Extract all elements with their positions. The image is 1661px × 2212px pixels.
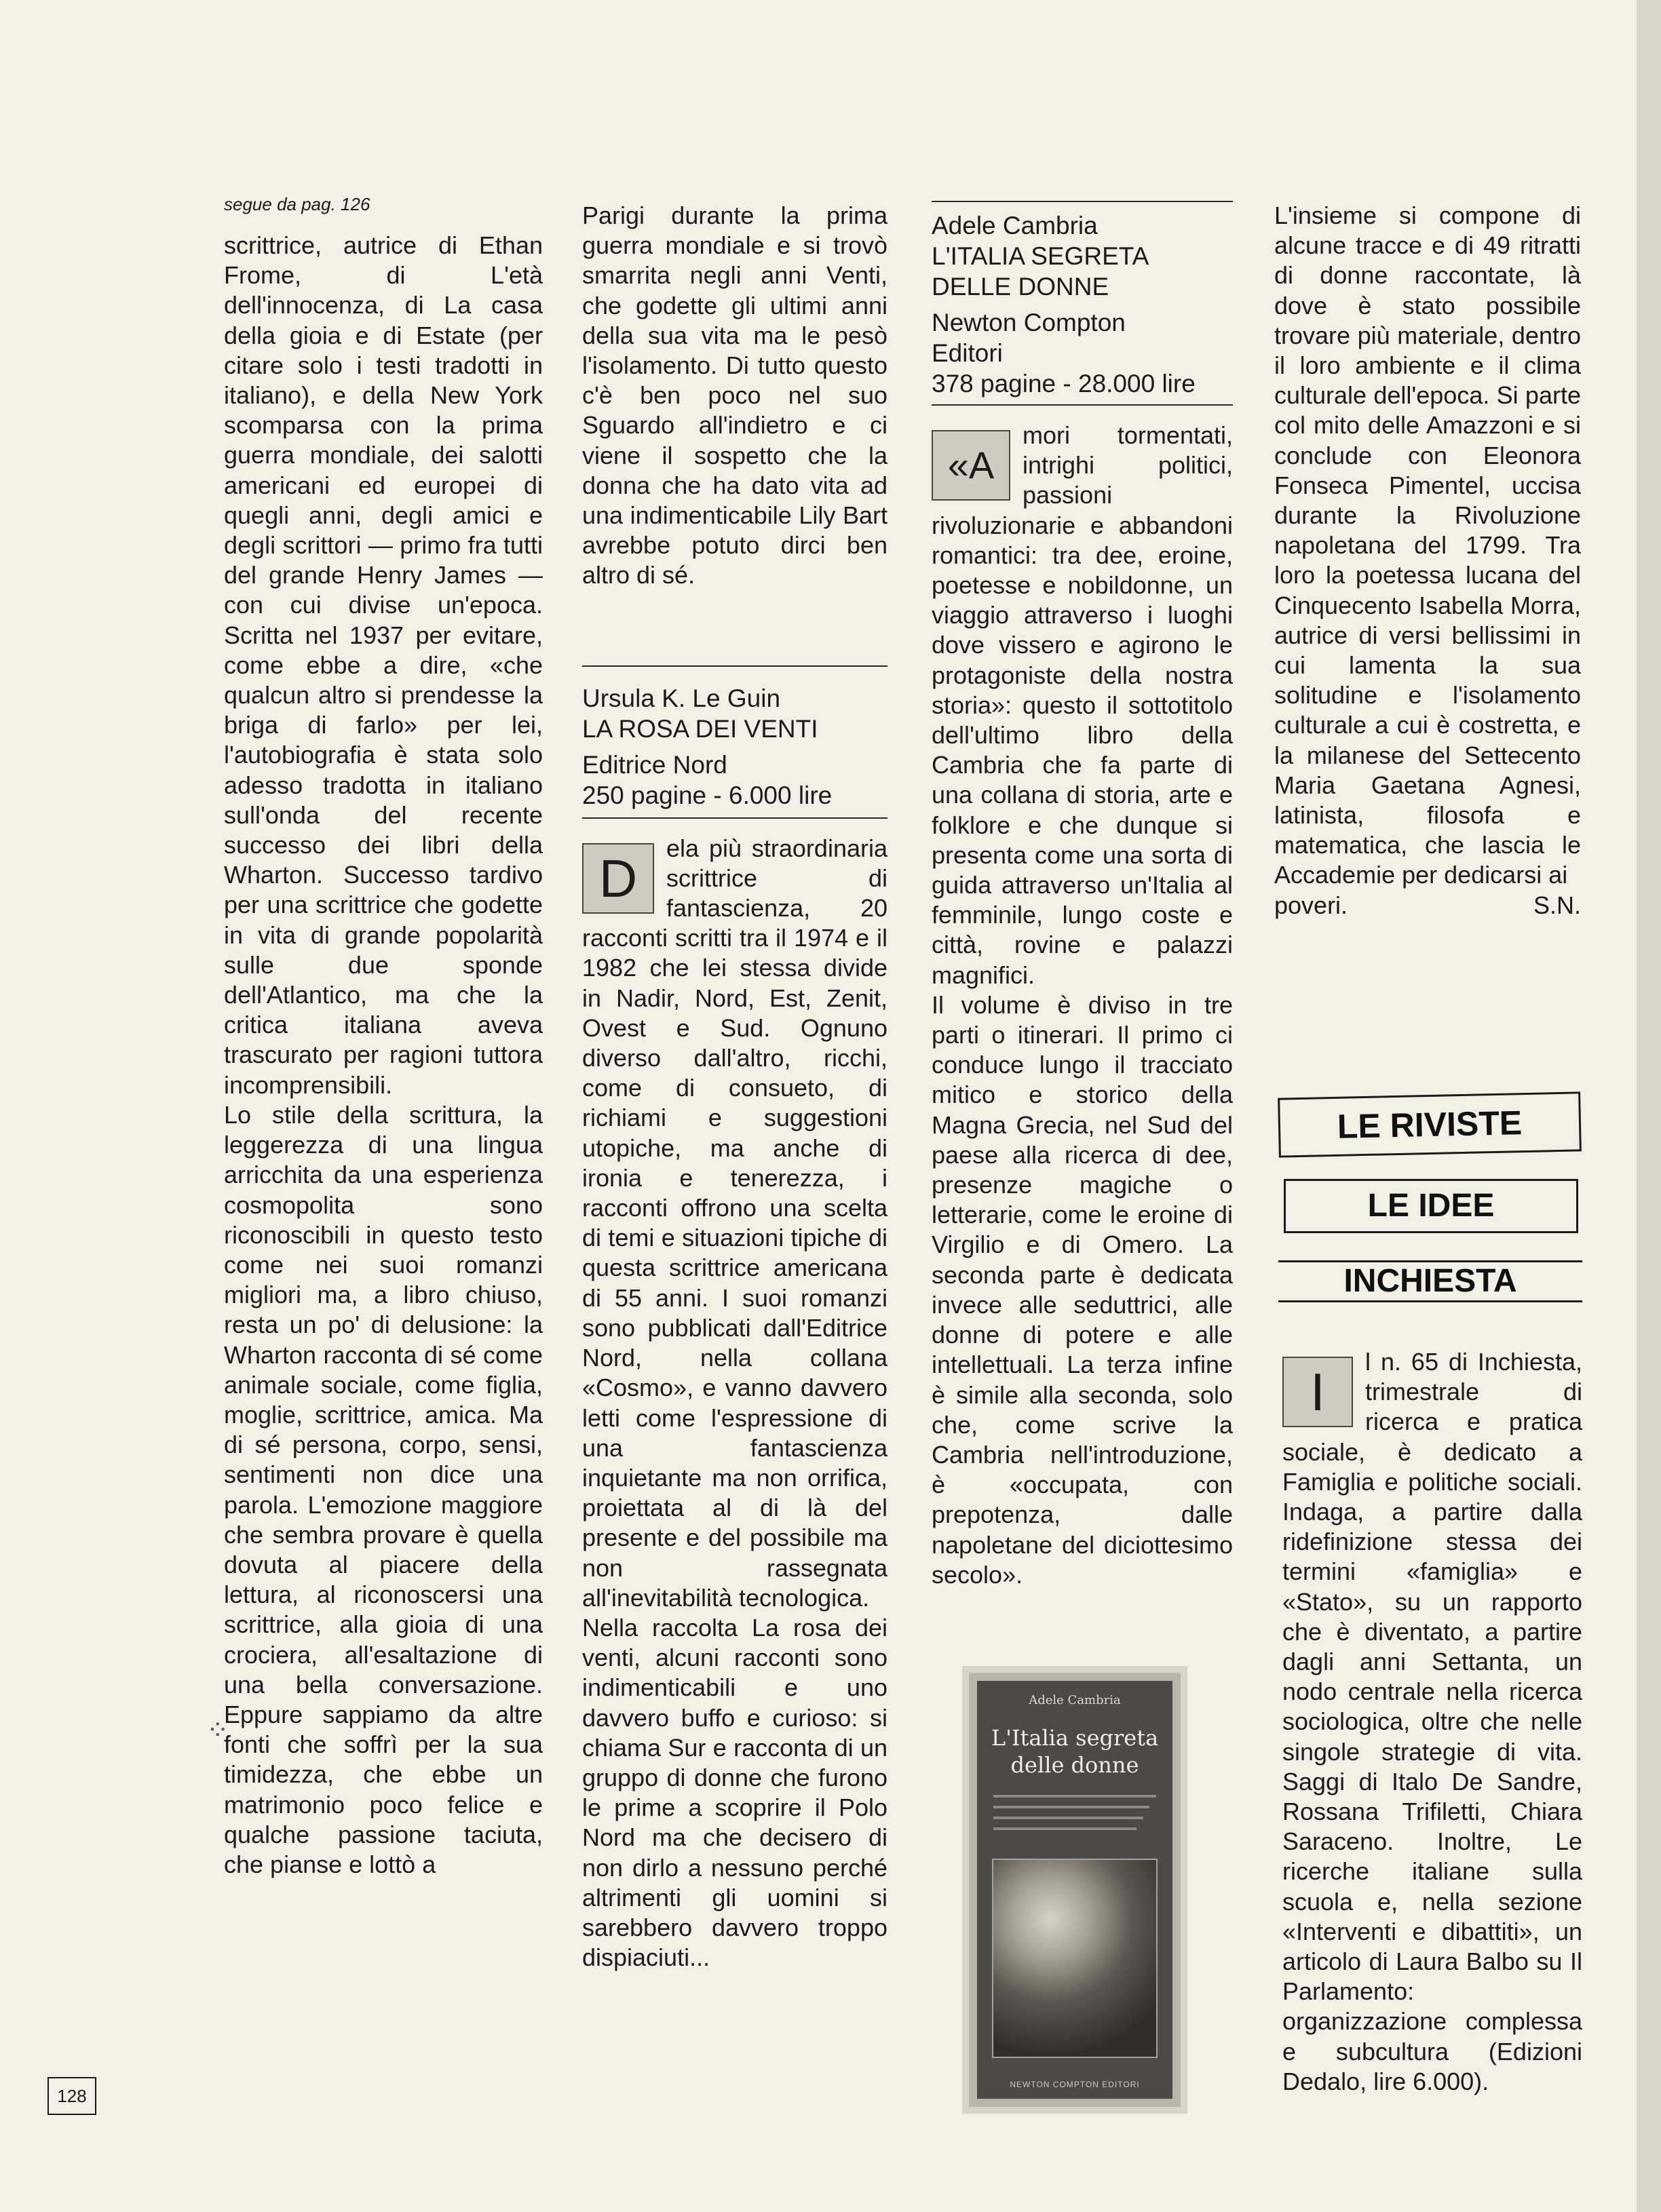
paragraph: L'insieme si compone di alcune tracce e di 49 ritratti di donne raccontate, là dove è stato possibile trovare più materiale, dentro il loro ambiente e il clima culturale dell'epoca. Si parte col mito delle Amazzoni e si conclude con Eleonora Fonseca Pimentel, uccisa durante la Rivoluzione napoletana del 1799. Tra loro la poetessa lucana del Cinquecento Isabella Morra, autrice di versi bellissimi in cui lamenta la sua solitudine e l'isolamento culturale a cui è costretta, e la milanese del Settecento Maria Gaetana Agnesi, latinista, filosofa e matematica, che lascia le Accademie per dedicarsi ai bbox=[1274, 201, 1581, 889]
book-header-le-guin bbox=[582, 683, 887, 811]
divider bbox=[582, 817, 887, 819]
drop-cap: «A bbox=[932, 430, 1010, 501]
cover-author: Adele Cambria bbox=[1029, 1693, 1121, 1707]
section-label-riviste: LE RIVISTE bbox=[1278, 1091, 1582, 1157]
divider bbox=[582, 665, 887, 667]
paragraph: scrittrice, autrice di Ethan Frome, di L'età dell'innocenza, di La casa della gioia e di Estate (per citare solo i testi tradotti in italiano), e della New York scomparsa con la prima guerra mondiale, dei salotti americani ed europei di quegli anni, degli amici e degli scrittori — primo fra tutti del grande Henry James — con cui divise un'epoca. Scritta nel 1937 per evitare, come ebbe a dire, «che qualcun altro si prendesse la briga di farlo» per lei, l'autobiografia è stata solo adesso tradotta in italiano sull'onda del recente successo dei libri della Wharton. Successo tardivo per una scrittrice che godette in vita di grande popolarità sulle due sponde dell'Atlantico, ma che la critica italiana aveva trascurato per ragioni tuttora incomprensibili. bbox=[224, 231, 543, 1099]
paragraph: ela più straordinaria scrittrice di fantascienza, 20 racconti scritti tra il 1974 e il 1982 che lei stessa divide in Nadir, Nord, Est, Zenit, Ovest e Sud. Ognuno diverso dall'altro, ricchi, come di consueto, di richiami e suggestioni utopiche, ma anche di ironia e tenerezza, i racconti offrono una scelta di temi e situazioni tipiche di questa scrittrice americana di 55 anni. I suoi romanzi sono pubblicati dall'Editrice Nord, nella collana «Cosmo», e vanno davvero letti come l'espressione di una fantascienza inquietante ma non orrifica, proiettata al di là del presente e del possibile ma non rassegnata all'inevitabilità tecnologica. bbox=[582, 834, 887, 1612]
book-title: DELLE DONNE bbox=[932, 273, 1109, 300]
book-author: Adele Cambria bbox=[932, 212, 1098, 239]
review-le-guin bbox=[582, 834, 887, 1613]
column-3 bbox=[932, 201, 1233, 1590]
scan-mark: ⁘ bbox=[206, 1715, 229, 1745]
column-4 bbox=[1274, 201, 1581, 920]
paragraph: Il volume è diviso in tre parti o itinerari. Il primo ci conduce lungo il tracciato mitico e storico della Magna Grecia, nel Sud del paese alla ricerca di dee, presenze magiche o letterarie, come le eroine di Virgilio e di Omero. La seconda parte è dedicata invece alle seduttrici, alle donne di potere e alle intellettuali. La terza infine è simile alla seconda, solo che, come scrive la Cambria nell'introduzione, è «occupata, con prepotenza, dalle napoletane del diciottesimo secolo». bbox=[932, 990, 1233, 1589]
divider bbox=[932, 404, 1233, 406]
cover-title: L'Italia segreta delle donne bbox=[991, 1725, 1159, 1778]
book-header-cambria bbox=[932, 210, 1233, 399]
book-author: Ursula K. Le Guin bbox=[582, 684, 781, 712]
column-1 bbox=[224, 231, 543, 1880]
page-number: 128 bbox=[47, 2077, 96, 2115]
paragraph: Parigi durante la prima guerra mondiale e si trovò smarrita negli anni Venti, che godette gli ultimi anni della sua vita ma le pesò l'isolamento. Di tutto questo c'è ben poco nel suo Sguardo all'indietro e ci viene il sospetto che la donna che ha dato vita ad una indimenticabile Lily Bart avrebbe potuto dirci ben altro di sé. bbox=[582, 201, 887, 589]
cover-publisher: NEWTON COMPTON EDITORI bbox=[1010, 2080, 1140, 2089]
section-label-inchiesta: INCHIESTA bbox=[1278, 1260, 1582, 1302]
book-publisher: Editrice Nord bbox=[582, 750, 727, 779]
paragraph: l n. 65 di Inchiesta, trimestrale di ricerca e pratica sociale, è dedicato a Famiglia e politiche sociali. Indaga, a partire dalla ridefinizione stessa dei termini «famiglia» e «Stato», su un rapporto che è diventato, a partire dagli anni Settanta, un nodo centrale nella ricerca sociologica, oltre che nelle singole strategie di vita. Saggi di Italo De Sandre, Rossana Trifiletti, Chiara Saraceno. Inoltre, Le ricerche italiane sulla scuola e, nella sezione «Interventi e dibattiti», un articolo di Laura Balbo su Il Parlamento: organizzazione complessa e subcultura (Edizioni Dedalo, lire 6.000). bbox=[1282, 1348, 1582, 2095]
continued-from-note: segue da pag. 126 bbox=[224, 194, 370, 214]
book-title: LA ROSA DEI VENTI bbox=[582, 714, 818, 743]
column-2 bbox=[582, 201, 887, 1973]
author-initials: S.N. bbox=[1533, 891, 1581, 919]
cover-subtitle-lines bbox=[993, 1795, 1156, 1838]
paragraph: Lo stile della scrittura, la leggerezza di una lingua arricchita da una esperienza cosmopolita sono riconoscibili in questo testo come nei suoi romanzi migliori ma, a libro chiuso, resta un po' di delusione: la Wharton racconta di sé come animale sociale, come figlia, moglie, scrittrice, amica. Ma di sé persona, corpo, sensi, sentimenti non dice una parola. L'emozione maggiore che sembra provare è quella dovuta al piacere della lettura, al riconoscersi una scrittrice, alla gioia di una crociera, all'esaltazione di una bella conversazione. Eppure sappiamo da altre fonti che soffrì per la sua timidezza, che ebbe un matrimonio poco felice e qualche passione taciuta, che pianse e lottò a bbox=[224, 1100, 543, 1878]
section-label-idee: LE IDEE bbox=[1284, 1179, 1578, 1233]
cover-painting bbox=[992, 1859, 1158, 2058]
book-info: 378 pagine - 28.000 lire bbox=[932, 370, 1196, 397]
paragraph: mori tormentati, intrighi politici, passioni rivoluzionarie e abbandoni romantici: tra dee, eroine, poetesse e nobildonne, un viaggio attraverso i luoghi dove vissero e agirono le protagoniste della nostra storia»: questo il sottotitolo dell'ultimo libro della Cambria che fa parte di una collana di storia, arte e folklore e che dunque si presenta come una sorta di guida attraverso un'Italia al femminile, lungo coste e città, rovine e palazzi magnifici. bbox=[932, 421, 1233, 989]
divider bbox=[932, 201, 1233, 202]
review-cambria bbox=[932, 421, 1233, 990]
book-title: L'ITALIA SEGRETA bbox=[932, 242, 1149, 270]
drop-cap: I bbox=[1282, 1357, 1353, 1427]
book-cover bbox=[962, 1666, 1187, 2114]
book-publisher: Editori bbox=[932, 339, 1003, 367]
signature-line bbox=[1274, 891, 1581, 920]
inchiesta-review bbox=[1282, 1347, 1582, 2097]
drop-cap: D bbox=[582, 843, 654, 914]
paragraph-end: poveri. bbox=[1274, 891, 1348, 919]
paragraph: Nella raccolta La rosa dei venti, alcuni racconti sono indimenticabili e uno davvero buffo e curioso: si chiama Sur e racconta di un gruppo di donne che furono le prime a scoprire il Polo Nord ma che decisero di non dirlo a nessuno perché altrimenti gli uomini si sarebbero davvero troppo dispiaciuti... bbox=[582, 1613, 887, 1972]
book-info: 250 pagine - 6.000 lire bbox=[582, 781, 833, 809]
page-edge bbox=[1637, 0, 1661, 2212]
book-publisher: Newton Compton bbox=[932, 309, 1126, 336]
